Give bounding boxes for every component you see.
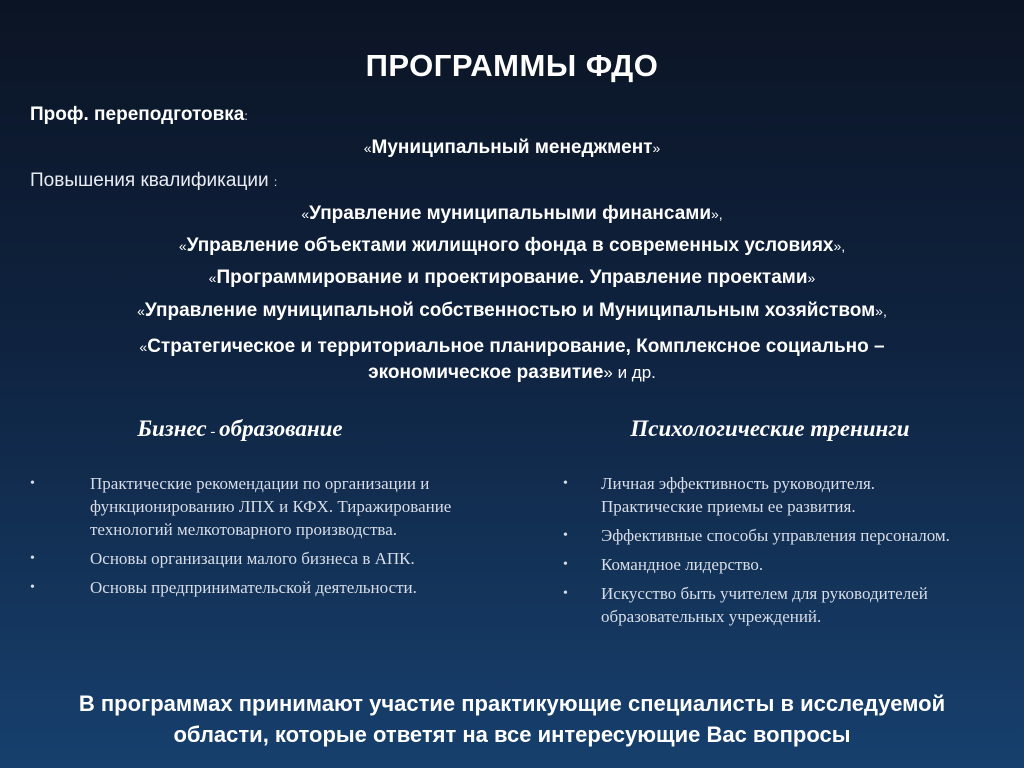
course-title-line2: экономическое развитие <box>368 362 604 383</box>
course-item <box>0 334 1024 386</box>
list-item <box>563 472 963 518</box>
bullet-icon: • <box>563 586 568 601</box>
retraining-label-text: Проф. переподготовка <box>30 104 245 125</box>
course-item <box>0 235 1024 257</box>
list-item-text: Практические рекомендации по организации и функционированию ЛПХ и КФХ. Тиражирование технологий мелкотоварного производства. <box>90 474 452 539</box>
quote-open: « <box>137 303 145 319</box>
quote-close: », <box>875 303 887 319</box>
course-item <box>0 300 1024 322</box>
course-title: Управление муниципальными финансами <box>309 203 711 224</box>
qualification-label-colon: : <box>273 175 278 189</box>
business-heading-part1: Бизнес <box>137 416 207 441</box>
list-item-text: Эффективные способы управления персоналом. <box>601 526 950 545</box>
list-item-text: Командное лидерство. <box>601 555 764 574</box>
page-title: ПРОГРАММЫ ФДО <box>365 48 659 83</box>
list-item <box>563 582 963 628</box>
course-item <box>0 203 1024 225</box>
bullet-icon: • <box>30 551 35 566</box>
footer-note: В программах принимают участие практикующие специалисты в исследуемой области, которые ответят на все интересующие Вас вопросы <box>78 691 946 747</box>
list-item <box>563 553 963 576</box>
course-title: Программирование и проектирование. Управление проектами <box>216 267 808 288</box>
list-item-text: Основы предпринимательской деятельности. <box>90 578 417 597</box>
quote-close: », <box>711 206 723 222</box>
retraining-label <box>30 104 248 126</box>
business-heading-part2: образование <box>219 416 343 441</box>
quote-open: « <box>363 140 372 156</box>
quote-close: », <box>833 238 846 254</box>
quote-open: « <box>301 206 310 222</box>
program-title: Муниципальный менеджмент <box>371 137 653 158</box>
bullet-icon: • <box>563 528 568 543</box>
list-item <box>30 472 480 541</box>
quote-open: « <box>178 238 187 254</box>
list-item-text: Основы организации малого бизнеса в АПК. <box>90 549 415 568</box>
municipal-management-program <box>0 137 1024 159</box>
list-item <box>563 524 963 547</box>
retraining-label-colon: : <box>244 109 248 123</box>
list-item-text: Личная эффективность руководителя. Практические приемы ее развития. <box>601 474 876 516</box>
course-title: Управление объектами жилищного фонда в современных условиях <box>186 235 834 256</box>
psych-list <box>563 472 963 634</box>
list-item-text: Искусство быть учителем для руководителей образовательных учреждений. <box>601 584 928 626</box>
quote-open: « <box>208 270 217 286</box>
qualification-label <box>30 170 277 192</box>
bullet-icon: • <box>30 476 35 491</box>
course-item <box>0 267 1024 289</box>
bullet-icon: • <box>563 557 568 572</box>
business-list <box>30 472 480 605</box>
quote-close: » <box>652 140 661 156</box>
list-item <box>30 576 480 599</box>
bullet-icon: • <box>563 476 568 491</box>
course-title: Управление муниципальной собственностью и Муниципальным хозяйством <box>144 300 876 321</box>
course-title-line1: Стратегическое и территориальное планирование, Комплексное социально – <box>147 336 885 357</box>
quote-open: « <box>139 339 148 355</box>
psych-heading: Психологические тренинги <box>630 416 910 441</box>
business-heading <box>40 416 440 442</box>
bullet-icon: • <box>30 580 35 595</box>
course-tail: » и др. <box>603 363 656 382</box>
business-heading-dash: - <box>206 424 220 440</box>
qualification-label-text: Повышения квалификации <box>30 170 269 191</box>
list-item <box>30 547 480 570</box>
quote-close: » <box>807 270 816 286</box>
